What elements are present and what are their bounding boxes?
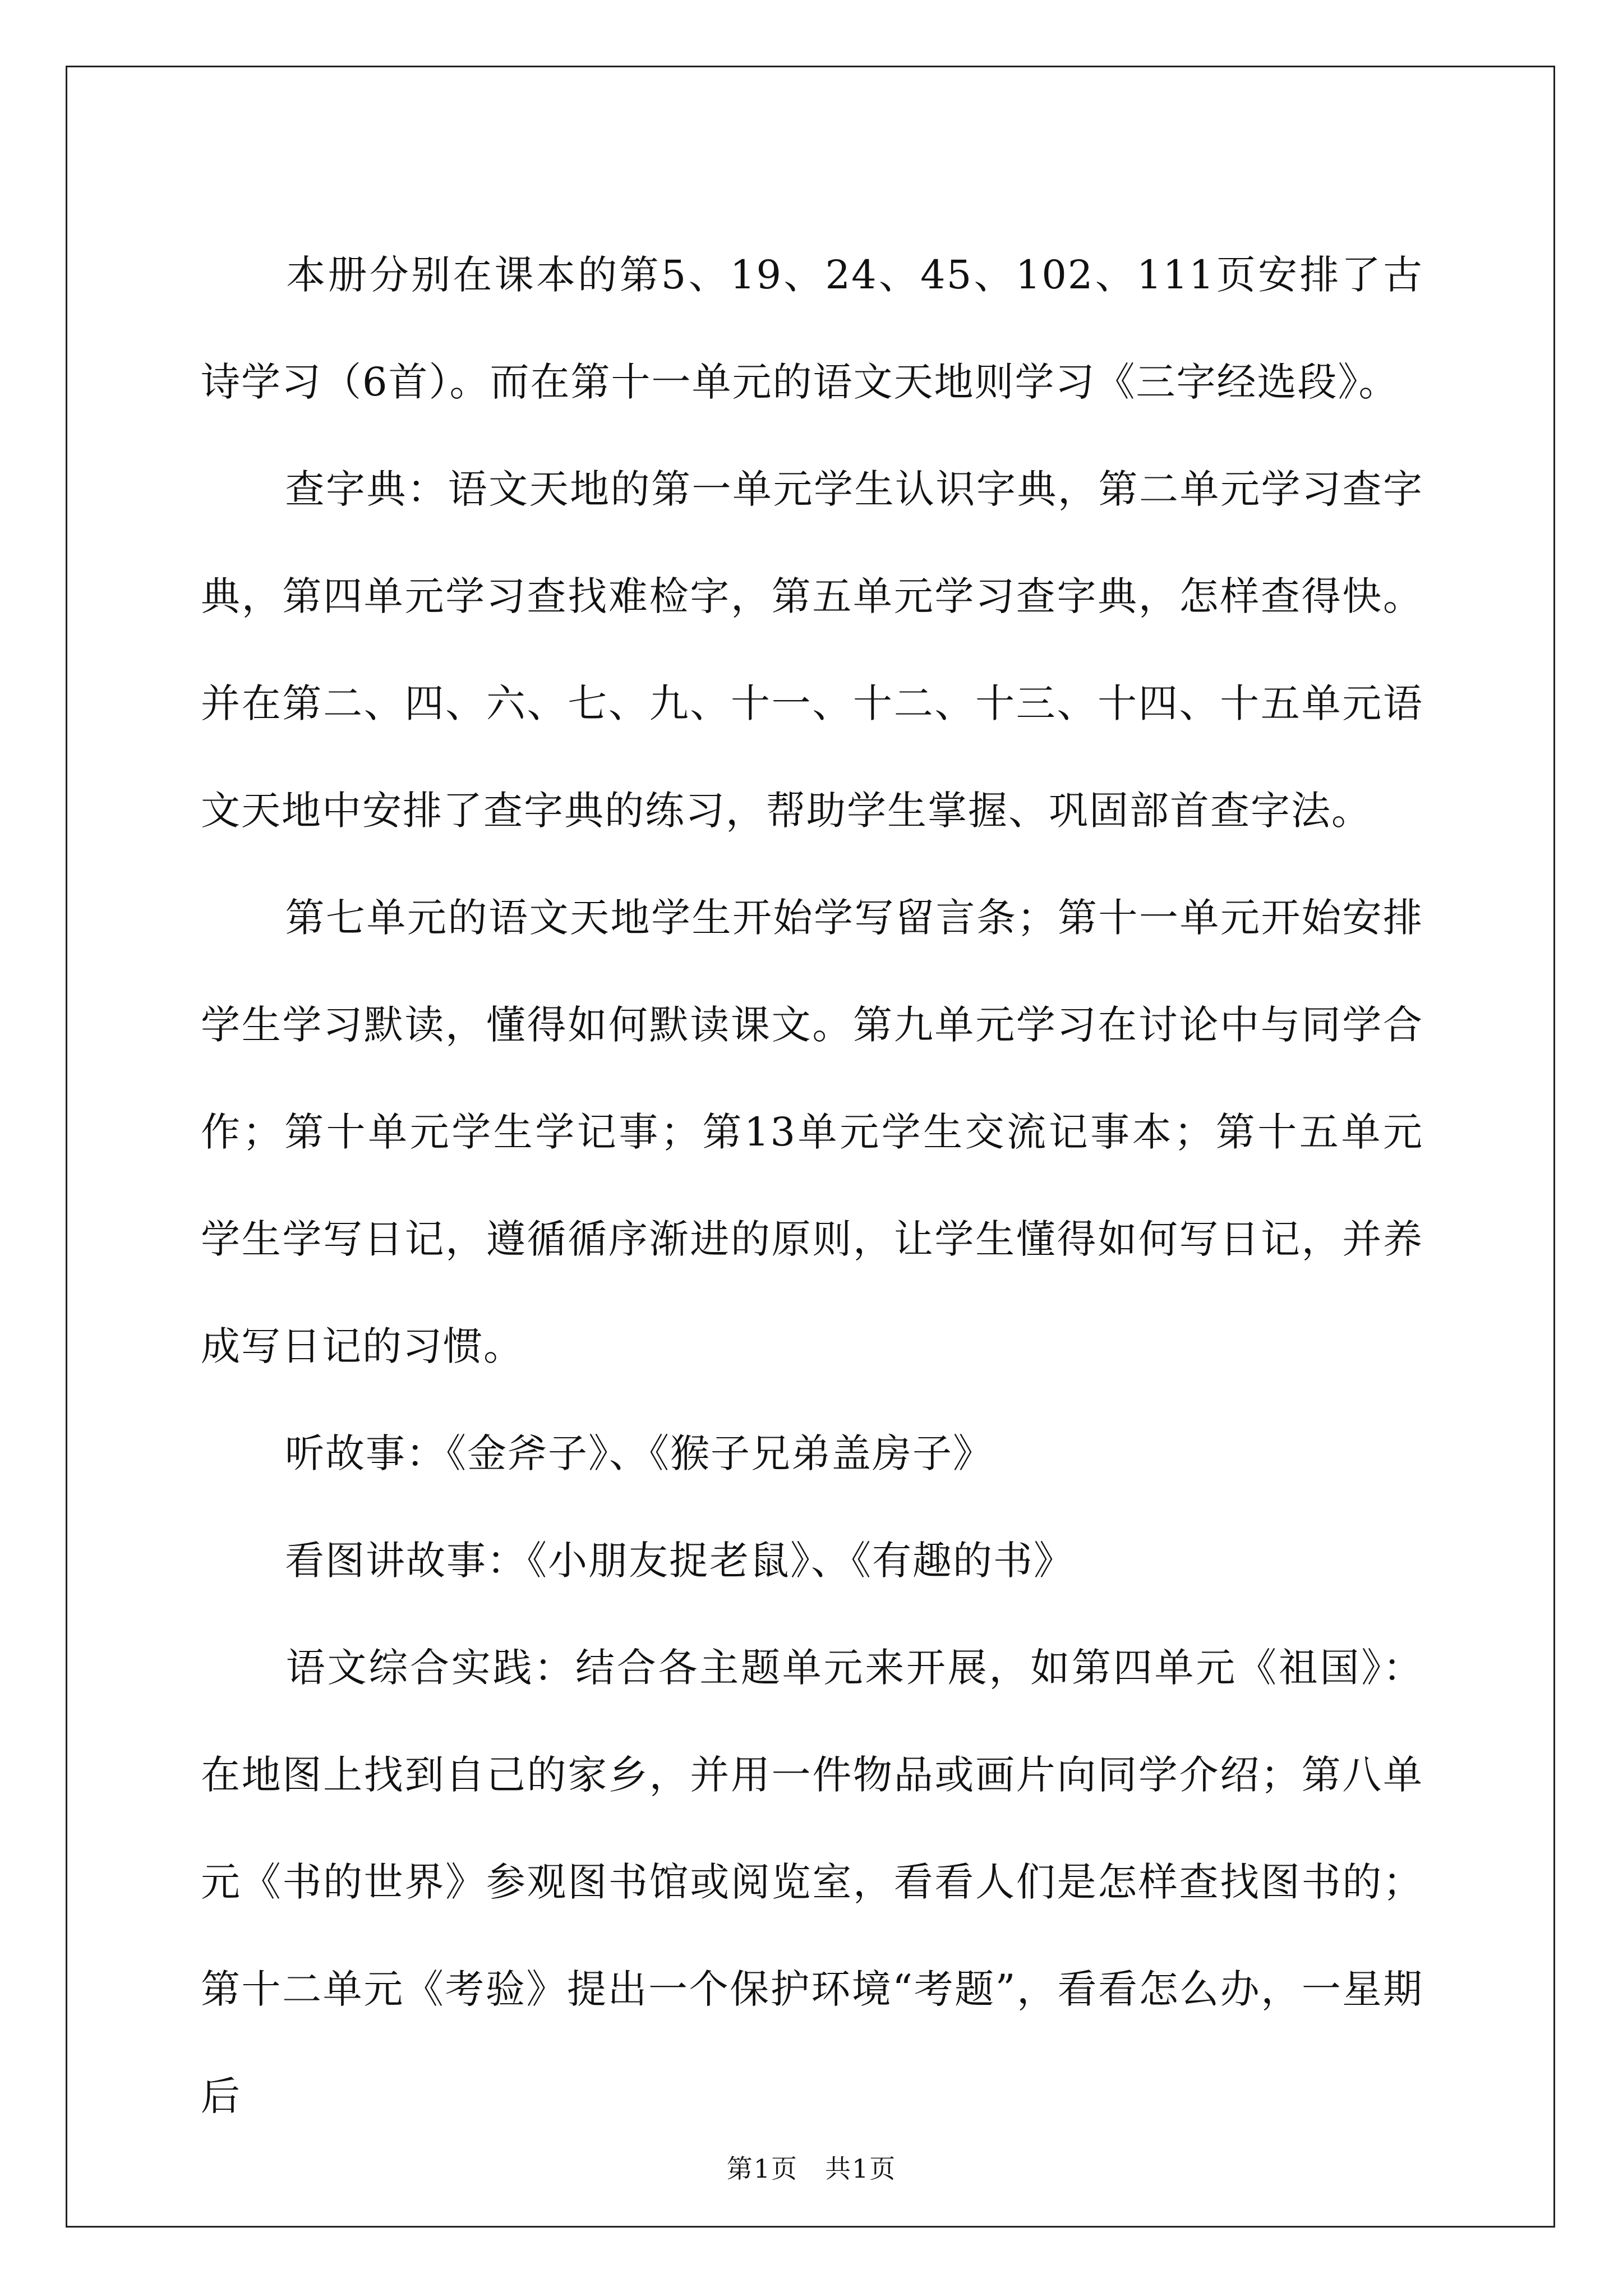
paragraph-ancient-poems: 本册分别在课本的第5、19、24、45、102、111页安排了古诗学习（6首）。而在第十一单元的语文天地则学习《三字经选段》。: [201, 252, 1423, 405]
paragraph-picture-stories: 看图讲故事：《小朋友捉老鼠》、《有趣的书》: [285, 1538, 1074, 1584]
document-body: [201, 222, 1423, 2150]
paragraph-practice: 语文综合实践：结合各主题单元来开展，如第四单元《祖国》：在地图上找到自己的家乡，并用一件物品或画片向同学介绍；第八单元《书的世界》参观图书馆或阅览室，看看人们是怎样查找图书的；第十二单元《考验》提出一个保护环境“考题”，看看怎么办，一星期后: [201, 1645, 1423, 2119]
paragraph-listening-stories: 听故事：《金斧子》、《猴子兄弟盖房子》: [285, 1430, 993, 1476]
paragraph-writing: 第七单元的语文天地学生开始学写留言条；第十一单元开始安排学生学习默读，懂得如何默读课文。第九单元学习在讨论中与同学合作；第十单元学生学记事；第13单元学生交流记事本；第十五单元学生学写日记，遵循循序渐进的原则，让学生懂得如何写日记，并养成写日记的习惯。: [201, 895, 1423, 1369]
paragraph-dictionary: 查字典：语文天地的第一单元学生认识字典，第二单元学习查字典，第四单元学习查找难检字，第五单元学习查字典，怎样查得快。并在第二、四、六、七、九、十一、十二、十三、十四、十五单元语文天地中安排了查字典的练习，帮助学生掌握、巩固部首查字法。: [201, 466, 1423, 834]
page-number: 第1页 共1页: [726, 2154, 897, 2184]
